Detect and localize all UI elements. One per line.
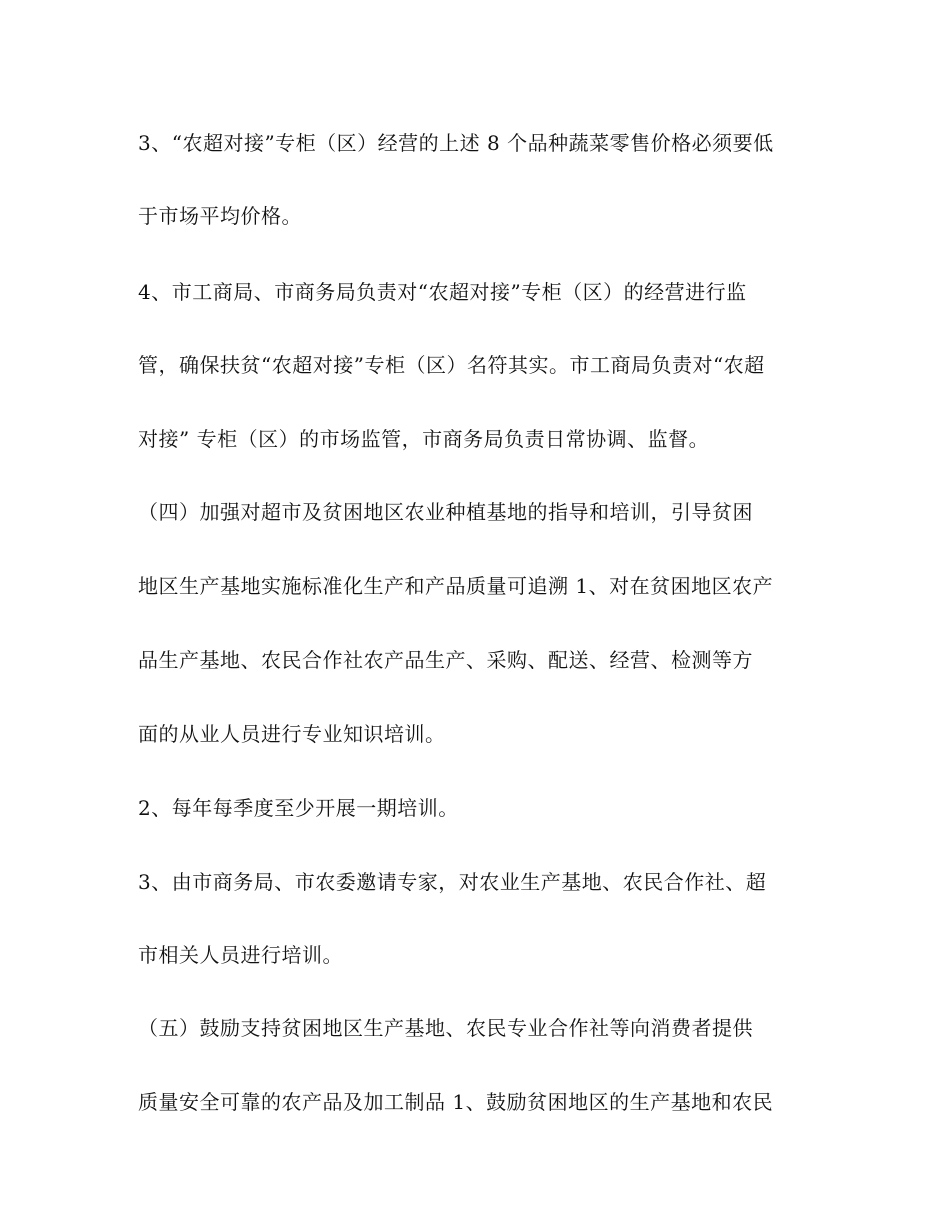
text-line: 市相关人员进行培训。 — [138, 943, 343, 967]
text-line: （五）鼓励支持贫困地区生产基地、农民专业合作社等向消费者提供 — [138, 1016, 753, 1040]
text-line: 质量安全可靠的农产品及加工制品 1、鼓励贫困地区的生产基地和农民 — [138, 1090, 774, 1114]
text-line: 3、“农超对接”专柜（区）经营的上述 8 个品种蔬菜零售价格必须要低 — [138, 131, 774, 155]
text-line: 4、市工商局、市商务局负责对“农超对接”专柜（区）的经营进行监 — [138, 280, 747, 304]
text-line: （四）加强对超市及贫困地区农业种植基地的指导和培训，引导贫困 — [138, 500, 753, 524]
text-line: 品生产基地、农民合作社农产品生产、采购、配送、经营、检测等方 — [138, 648, 753, 672]
text-line: 面的从业人员进行专业知识培训。 — [138, 722, 446, 746]
text-line: 2、每年每季度至少开展一期培训。 — [138, 796, 459, 820]
text-line: 3、由市商务局、市农委邀请专家，对农业生产基地、农民合作社、超 — [138, 870, 767, 894]
text-line: 地区生产基地实施标准化生产和产品质量可追溯 1、对在贫困地区农产 — [138, 574, 774, 598]
text-line: 对接” 专柜（区）的市场监管，市商务局负责日常协调、监督。 — [138, 427, 710, 451]
text-line: 管，确保扶贫“农超对接”专柜（区）名符其实。市工商局负责对“农超 — [138, 353, 765, 377]
text-line: 于市场平均价格。 — [138, 204, 302, 228]
